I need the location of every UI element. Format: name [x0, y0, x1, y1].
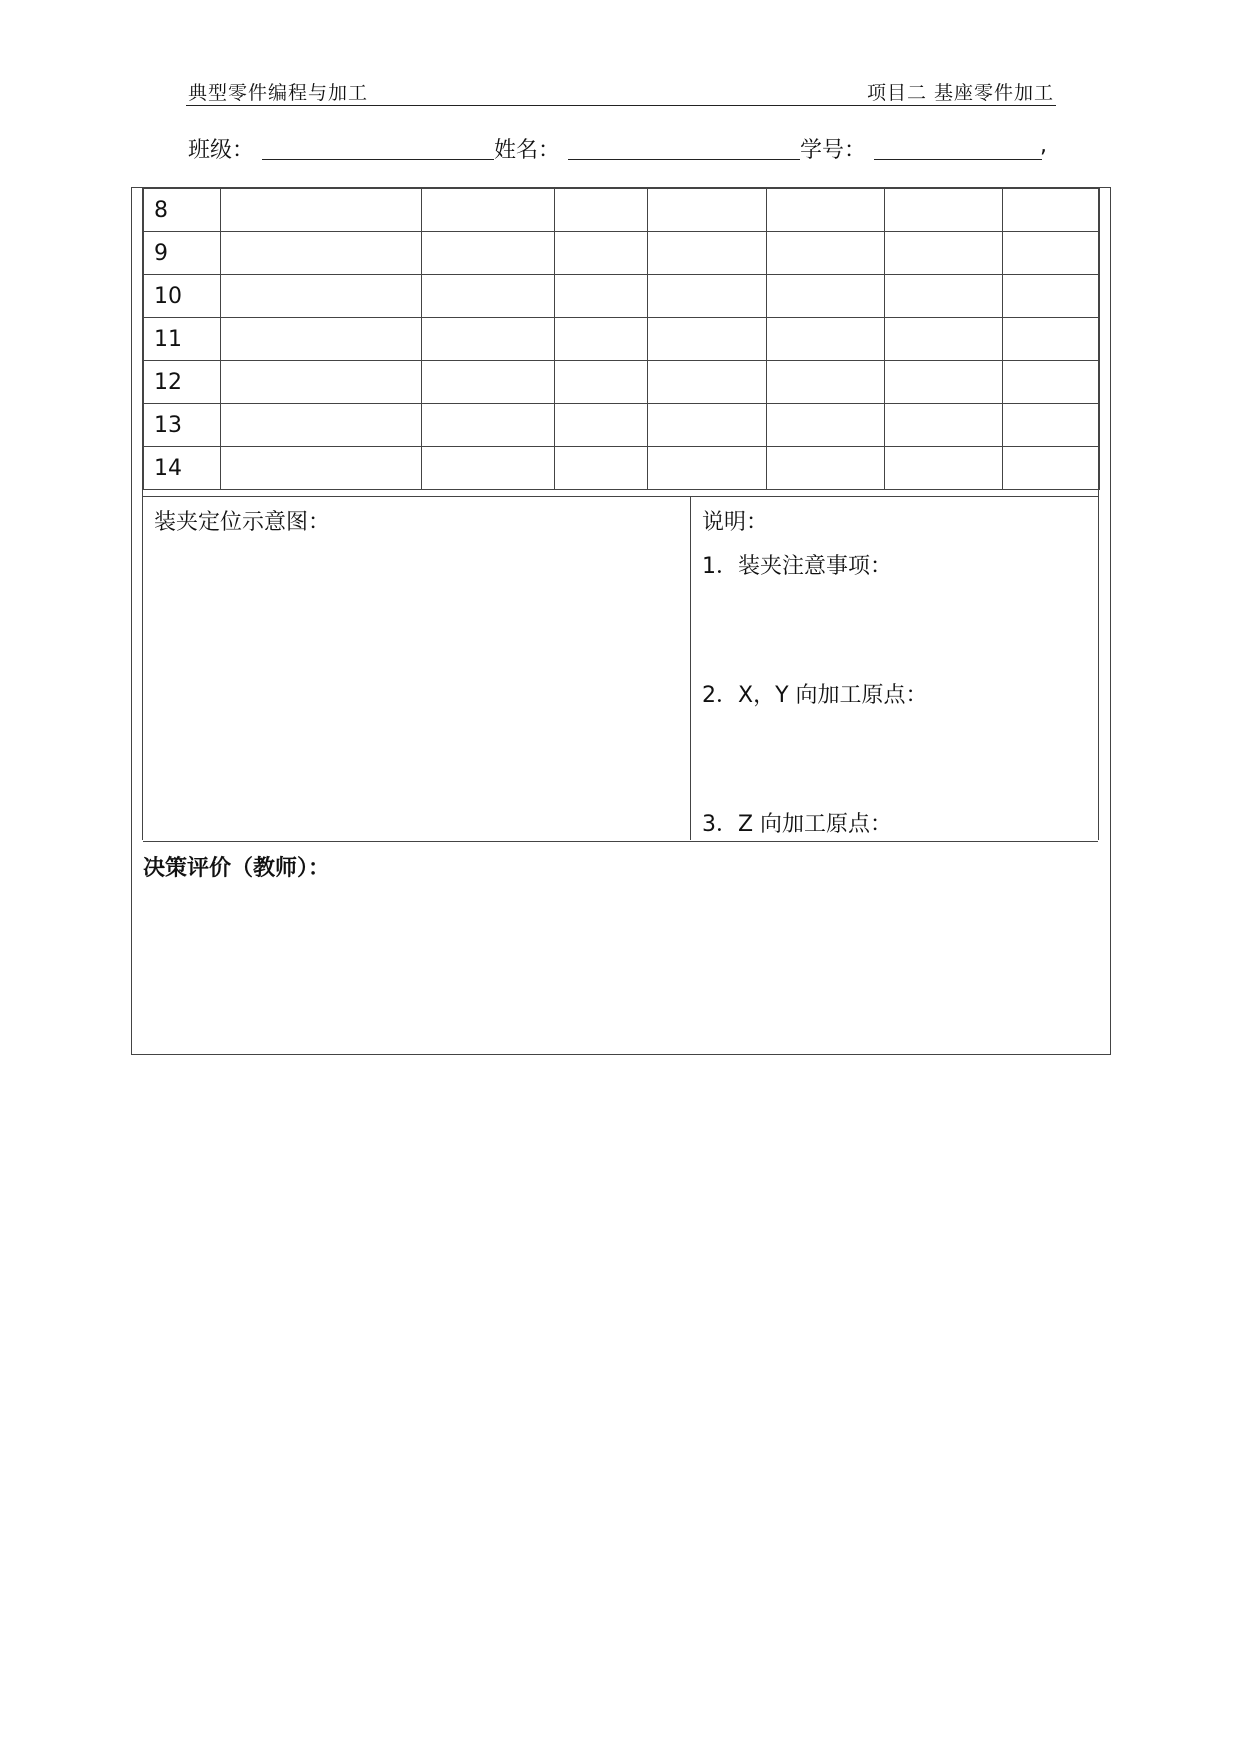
- table-cell[interactable]: [555, 404, 648, 447]
- table-cell[interactable]: [221, 404, 422, 447]
- table-cell[interactable]: [1003, 447, 1100, 490]
- row-number: 8: [144, 189, 221, 232]
- table-cell[interactable]: [422, 447, 555, 490]
- name-field[interactable]: [568, 159, 800, 160]
- fixture-notes-section: [143, 496, 1098, 842]
- table-cell[interactable]: [885, 189, 1003, 232]
- document-header-left: 典型零件编程与加工: [188, 82, 369, 104]
- table-cell[interactable]: [767, 275, 885, 318]
- table-cell[interactable]: [885, 404, 1003, 447]
- table-cell[interactable]: [422, 275, 555, 318]
- table-cell[interactable]: [555, 232, 648, 275]
- table-cell[interactable]: [767, 232, 885, 275]
- table-cell[interactable]: [885, 447, 1003, 490]
- table-cell[interactable]: [221, 275, 422, 318]
- table-cell[interactable]: [767, 447, 885, 490]
- table-row: [144, 232, 1100, 275]
- table-cell[interactable]: [648, 404, 767, 447]
- row-number: 13: [144, 404, 221, 447]
- table-cell[interactable]: [648, 361, 767, 404]
- table-cell[interactable]: [221, 447, 422, 490]
- document-header-right: 项目二 基座零件加工: [866, 82, 1054, 104]
- row-number: 11: [144, 318, 221, 361]
- table-cell[interactable]: [221, 318, 422, 361]
- table-cell[interactable]: [885, 232, 1003, 275]
- teacher-evaluation-label: 决策评价（教师）：: [143, 856, 331, 881]
- table-row: [144, 361, 1100, 404]
- table-row: [144, 189, 1100, 232]
- row-number: 12: [144, 361, 221, 404]
- table-cell[interactable]: [555, 189, 648, 232]
- trailing-comma: ,: [1040, 133, 1047, 158]
- table-cell[interactable]: [1003, 189, 1100, 232]
- table-cell[interactable]: [422, 189, 555, 232]
- table-cell[interactable]: [422, 318, 555, 361]
- section-divider: [690, 497, 691, 840]
- table-cell[interactable]: [221, 189, 422, 232]
- table-cell[interactable]: [885, 275, 1003, 318]
- process-table: [143, 188, 1100, 490]
- header-divider: [186, 105, 1056, 106]
- table-cell[interactable]: [555, 361, 648, 404]
- table-cell[interactable]: [422, 232, 555, 275]
- table-cell[interactable]: [422, 361, 555, 404]
- class-field[interactable]: [262, 159, 494, 160]
- table-cell[interactable]: [221, 232, 422, 275]
- note-item-z-origin: 3．Z 向加工原点：: [702, 812, 893, 837]
- table-cell[interactable]: [767, 189, 885, 232]
- row-number: 14: [144, 447, 221, 490]
- table-row: [144, 447, 1100, 490]
- row-number: 9: [144, 232, 221, 275]
- table-cell[interactable]: [885, 318, 1003, 361]
- name-label: 姓名：: [494, 138, 561, 163]
- table-cell[interactable]: [648, 447, 767, 490]
- table-cell[interactable]: [767, 404, 885, 447]
- table-row: [144, 404, 1100, 447]
- table-cell[interactable]: [885, 361, 1003, 404]
- class-label: 班级：: [188, 138, 255, 163]
- table-cell[interactable]: [555, 318, 648, 361]
- table-cell[interactable]: [1003, 232, 1100, 275]
- table-cell[interactable]: [767, 361, 885, 404]
- table-cell[interactable]: [221, 361, 422, 404]
- student-id-field[interactable]: [874, 159, 1042, 160]
- table-cell[interactable]: [648, 275, 767, 318]
- note-item-xy-origin: 2．X，Y 向加工原点：: [702, 683, 928, 708]
- table-cell[interactable]: [1003, 361, 1100, 404]
- table-cell[interactable]: [555, 447, 648, 490]
- table-cell[interactable]: [1003, 404, 1100, 447]
- fixture-diagram-label: 装夹定位示意图：: [154, 510, 331, 535]
- table-row: [144, 275, 1100, 318]
- table-cell[interactable]: [1003, 275, 1100, 318]
- table-cell[interactable]: [555, 275, 648, 318]
- row-number: 10: [144, 275, 221, 318]
- table-cell[interactable]: [648, 318, 767, 361]
- table-cell[interactable]: [648, 189, 767, 232]
- table-row: [144, 318, 1100, 361]
- note-item-fixture: 1．装夹注意事项：: [702, 554, 892, 579]
- table-cell[interactable]: [422, 404, 555, 447]
- table-cell[interactable]: [648, 232, 767, 275]
- student-id-label: 学号：: [800, 138, 867, 163]
- table-cell[interactable]: [1003, 318, 1100, 361]
- notes-title: 说明：: [702, 510, 769, 535]
- table-cell[interactable]: [767, 318, 885, 361]
